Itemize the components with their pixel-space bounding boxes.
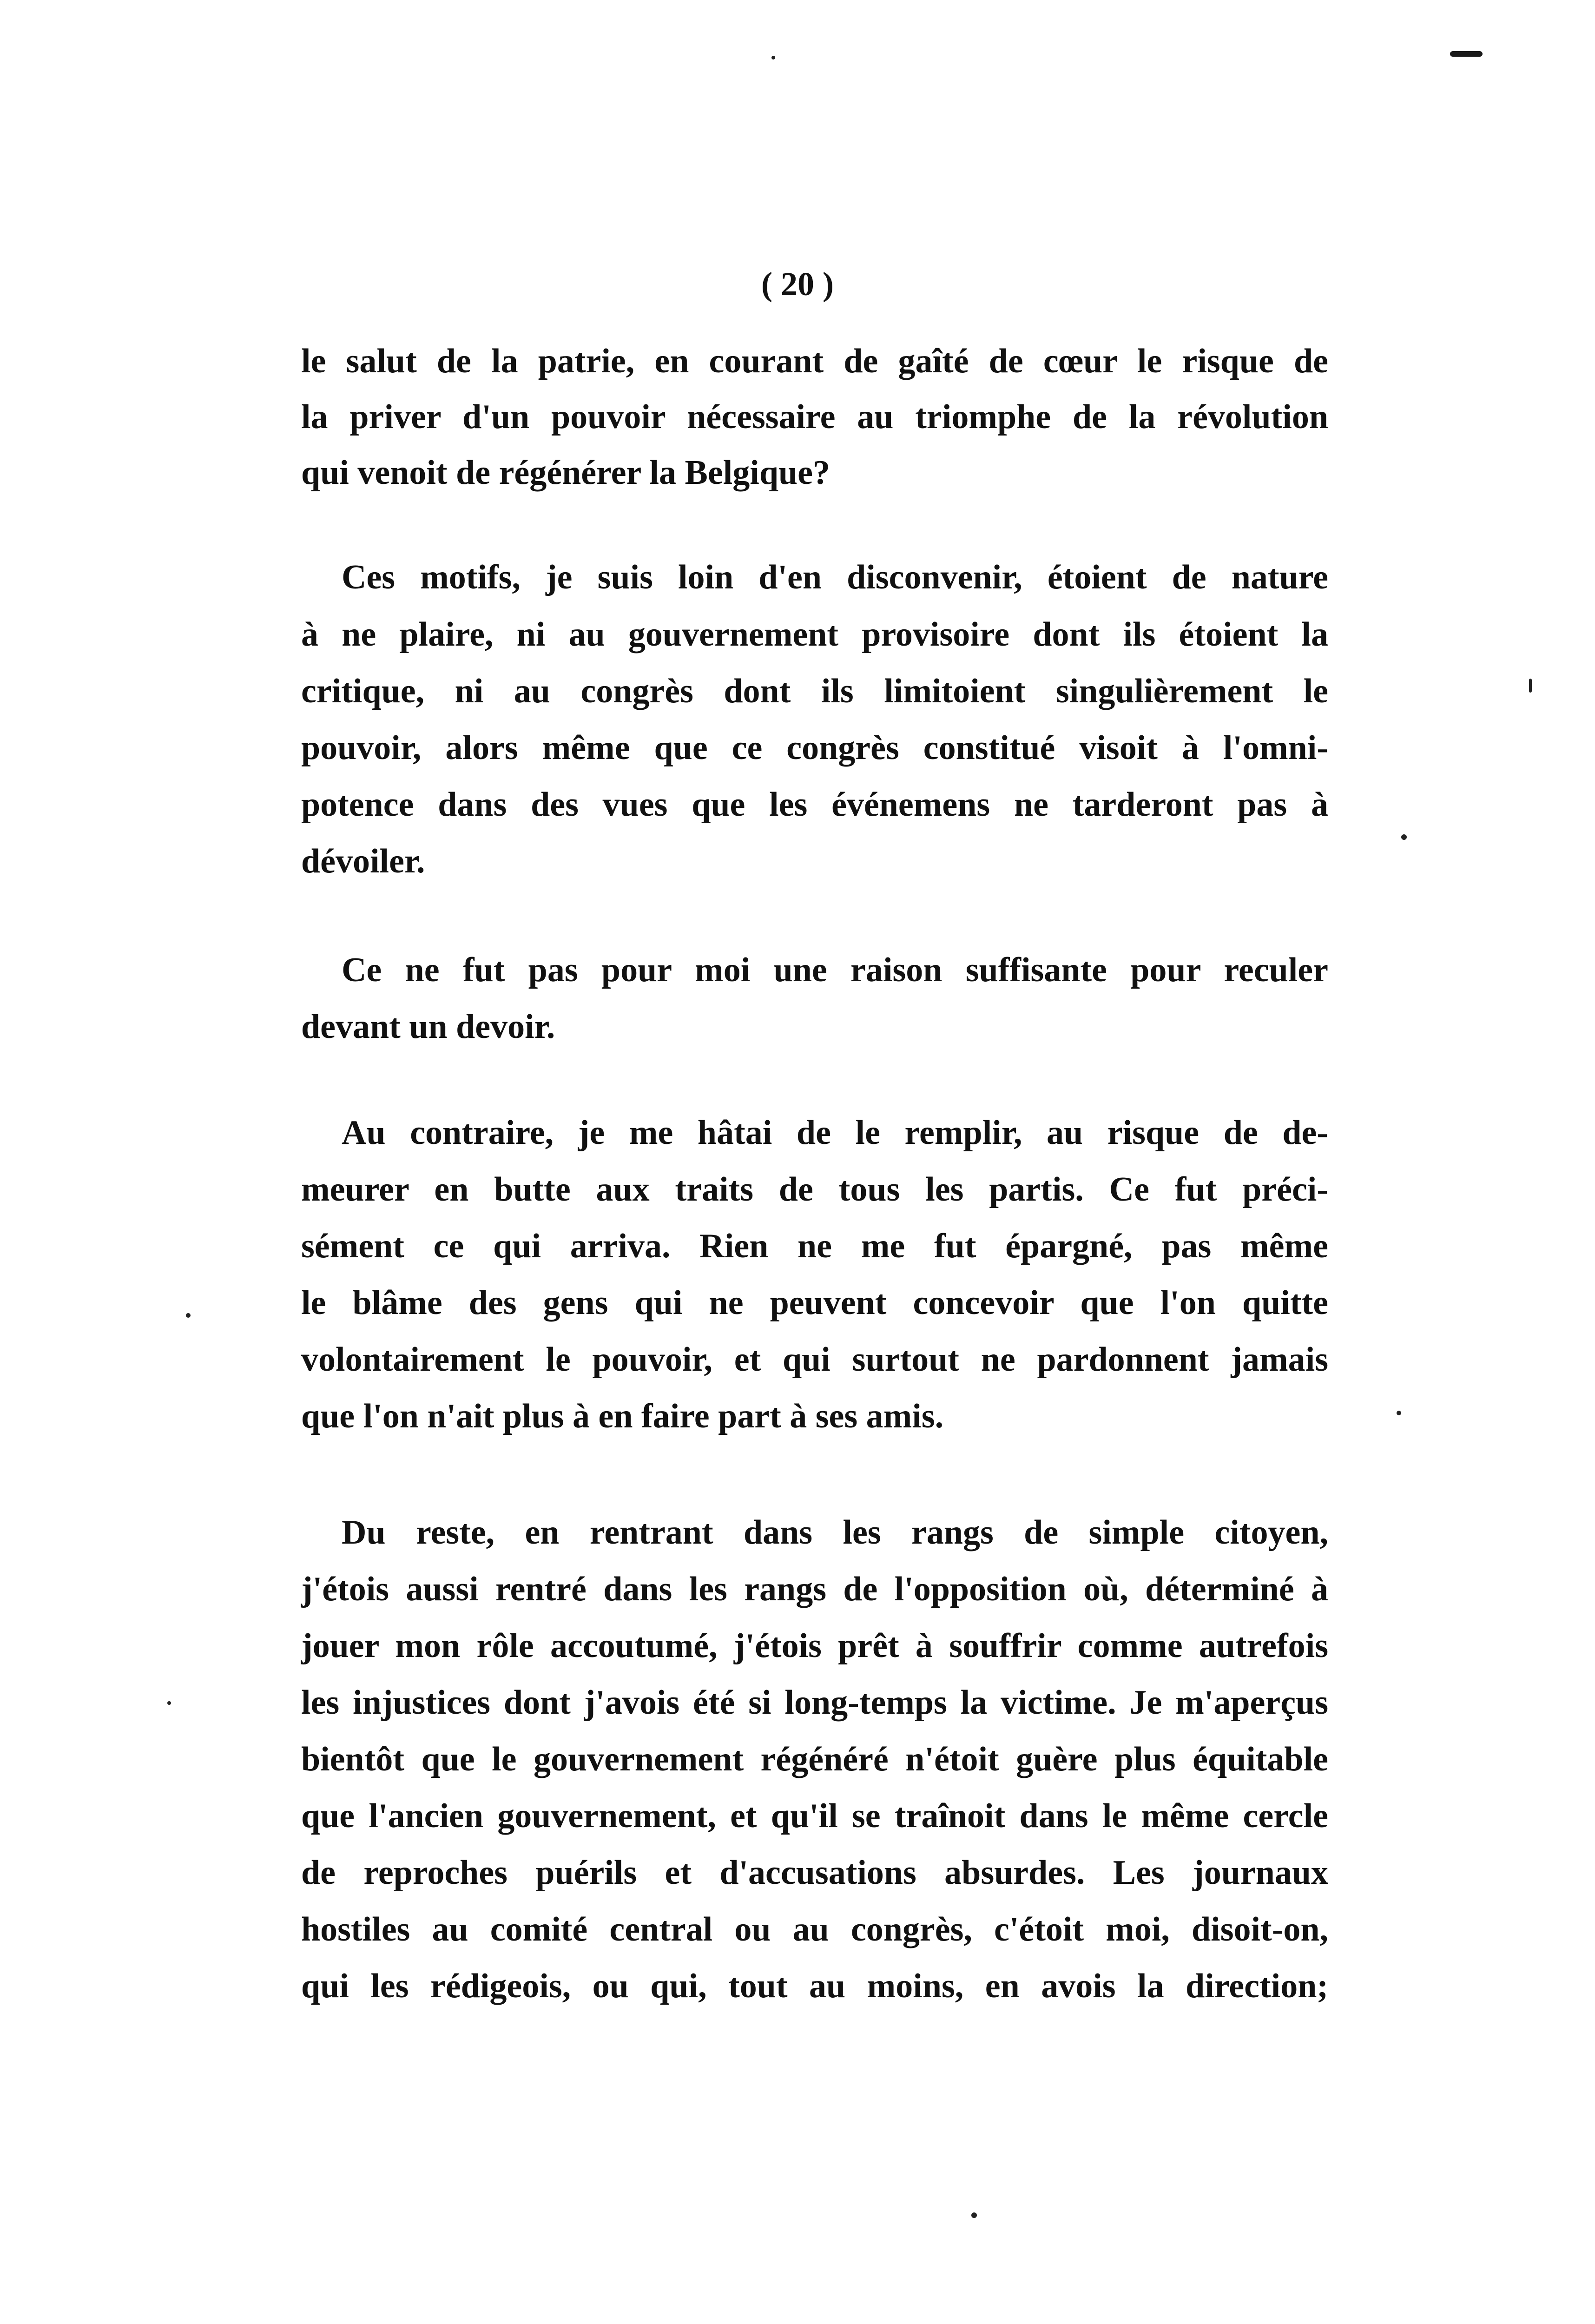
paragraph-5-line-6: que l'ancien gouvernement, et qu'il se traînoit dans le même cercle xyxy=(301,1797,1328,1835)
scan-speck xyxy=(971,2212,977,2218)
scan-speck xyxy=(167,1701,171,1705)
paragraph-2-line-6: dévoiler. xyxy=(301,842,425,880)
paragraph-4-line-1: Au contraire, je me hâtai de le remplir, au risque de de- xyxy=(342,1114,1328,1152)
paragraph-5-line-1: Du reste, en rentrant dans les rangs de simple citoyen, xyxy=(342,1513,1328,1552)
scan-speck xyxy=(186,1313,191,1318)
paragraph-2-line-3: critique, ni au congrès dont ils limitoient singulièrement le xyxy=(301,672,1328,710)
paragraph-2-line-2: à ne plaire, ni au gouvernement provisoire dont ils étoient la xyxy=(301,615,1328,654)
scan-speck xyxy=(1529,679,1532,693)
page-number: ( 20 ) xyxy=(761,265,834,303)
paragraph-5-line-8: hostiles au comité central ou au congrès, c'étoit moi, disoit-on, xyxy=(301,1910,1328,1948)
scan-smudge xyxy=(1450,51,1483,57)
scan-speck xyxy=(1401,834,1407,840)
paragraph-5-line-2: j'étois aussi rentré dans les rangs de l'opposition où, déterminé à xyxy=(301,1570,1328,1608)
paragraph-4-line-2: meurer en butte aux traits de tous les partis. Ce fut préci- xyxy=(301,1170,1328,1208)
paragraph-3-line-1: Ce ne fut pas pour moi une raison suffisante pour reculer xyxy=(342,951,1328,989)
paragraph-5-line-3: jouer mon rôle accoutumé, j'étois prêt à souffrir comme autrefois xyxy=(301,1627,1328,1665)
paragraph-1-line-2: la priver d'un pouvoir nécessaire au triomphe de la révolution xyxy=(301,398,1328,436)
paragraph-2-line-1: Ces motifs, je suis loin d'en disconvenir, étoient de nature xyxy=(342,558,1328,596)
paragraph-1-line-3: qui venoit de régénérer la Belgique? xyxy=(301,454,830,492)
paragraph-3-line-2: devant un devoir. xyxy=(301,1008,555,1046)
paragraph-4-line-4: le blâme des gens qui ne peuvent concevoir que l'on quitte xyxy=(301,1284,1328,1322)
paragraph-4-line-3: sément ce qui arriva. Rien ne me fut épargné, pas même xyxy=(301,1227,1328,1265)
paragraph-1-line-1: le salut de la patrie, en courant de gaîté de cœur le risque de xyxy=(301,342,1328,380)
paragraph-2-line-4: pouvoir, alors même que ce congrès constitué visoit à l'omni- xyxy=(301,729,1328,767)
paragraph-5-line-9: qui les rédigeois, ou qui, tout au moins, en avois la direction; xyxy=(301,1967,1328,2005)
scan-speck xyxy=(771,56,775,59)
scan-speck xyxy=(1397,1411,1401,1415)
paragraph-5-line-7: de reproches puérils et d'accusations absurdes. Les journaux xyxy=(301,1854,1328,1892)
paragraph-4-line-6: que l'on n'ait plus à en faire part à ses amis. xyxy=(301,1397,944,1435)
paragraph-4-line-5: volontairement le pouvoir, et qui surtout ne pardonnent jamais xyxy=(301,1340,1328,1379)
paragraph-5-line-5: bientôt que le gouvernement régénéré n'étoit guère plus équitable xyxy=(301,1740,1328,1778)
paragraph-2-line-5: potence dans des vues que les événemens ne tarderont pas à xyxy=(301,786,1328,824)
paragraph-5-line-4: les injustices dont j'avois été si long-temps la victime. Je m'aperçus xyxy=(301,1684,1328,1722)
